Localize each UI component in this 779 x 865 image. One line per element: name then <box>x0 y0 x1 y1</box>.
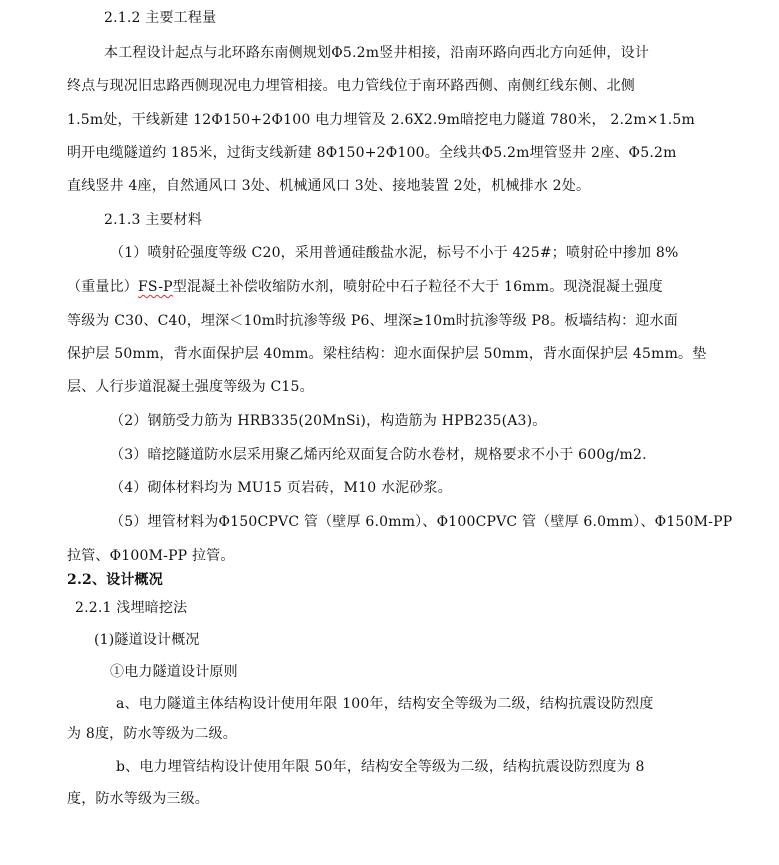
paragraph-line: 为 8度，防水等级为二级。 <box>67 726 237 742</box>
paragraph-line: 1.5m处，干线新建 12Φ150+2Φ100 电力埋管及 2.6X2.9m暗挖电力隧道 780米， 2.2m×1.5m <box>67 112 695 128</box>
paragraph-line <box>67 277 663 297</box>
paragraph-line: 终点与现况旧忠路西侧现况电力埋管相接。电力管线位于南环路西侧、南侧红线东侧、北侧 <box>67 78 635 94</box>
paragraph-line: （5）埋管材料为Φ150CPVC 管（壁厚 6.0mm）、Φ100CPVC 管（壁厚 6.0mm）、Φ150M-PP <box>110 514 733 530</box>
paragraph-line: 层、人行步道混凝土强度等级为 C15。 <box>67 379 314 395</box>
paragraph-line: （2）钢筋受力筋为 HRB335(20MnSi)，构造筋为 HPB235(A3)。 <box>110 413 547 429</box>
paragraph-line: 明开电缆隧道约 185米，过街支线新建 8Φ150+2Φ100。全线共Φ5.2m埋管竖井 2座、Φ5.2m <box>67 145 677 161</box>
heading-2-1-2: 2.1.2 主要工程量 <box>104 10 217 26</box>
paragraph-line: （1）喷射砼强度等级 C20，采用普通硅酸盐水泥，标号不小于 425#；喷射砼中掺加 8% <box>110 245 679 261</box>
heading-2-1-3: 2.1.3 主要材料 <box>104 212 203 228</box>
paragraph-line: （3）暗挖隧道防水层采用聚乙烯丙纶双面复合防水卷材，规格要求不小于 600g/m2. <box>110 447 647 463</box>
spellcheck-flagged-text: FS-P <box>138 279 173 295</box>
paragraph-line: 直线竖井 4座，自然通风口 3处、机械通风口 3处、接地装置 2处，机械排水 2处。 <box>67 178 591 194</box>
paragraph-line: 本工程设计起点与北环路东南侧规划Φ5.2m竖井相接，沿南环路向西北方向延伸，设计 <box>104 45 650 61</box>
subheading: ①电力隧道设计原则 <box>110 664 238 680</box>
paragraph-line: 拉管、Φ100M-PP 拉管。 <box>67 548 235 564</box>
paragraph-line: 等级为 C30、C40，埋深＜10m时抗渗等级 P6、埋深≥10m时抗渗等级 P8。板墙结构：迎水面 <box>67 313 678 329</box>
heading-2-2: 2.2、设计概况 <box>67 572 163 588</box>
paragraph-line: 度，防水等级为三级。 <box>67 791 209 807</box>
text-run: 型混凝土补偿收缩防水剂，喷射砼中石子粒径不大于 16mm。现浇混凝土强度 <box>172 279 663 295</box>
paragraph-line: 保护层 50mm，背水面保护层 40mm。梁柱结构：迎水面保护层 50mm，背水面保护层 45mm。垫 <box>67 346 707 362</box>
heading-2-2-1: 2.2.1 浅埋暗挖法 <box>75 600 188 616</box>
paragraph-line: （4）砌体材料均为 MU15 页岩砖，M10 水泥砂浆。 <box>110 480 452 496</box>
paragraph-line: b、电力埋管结构设计使用年限 50年，结构安全等级为二级，结构抗震设防烈度为 8 <box>116 759 645 775</box>
text-run: （重量比） <box>67 279 138 295</box>
subheading: (1)隧道设计概况 <box>94 632 200 648</box>
paragraph-line: a、电力隧道主体结构设计使用年限 100年，结构安全等级为二级，结构抗震设防烈度 <box>116 696 654 712</box>
